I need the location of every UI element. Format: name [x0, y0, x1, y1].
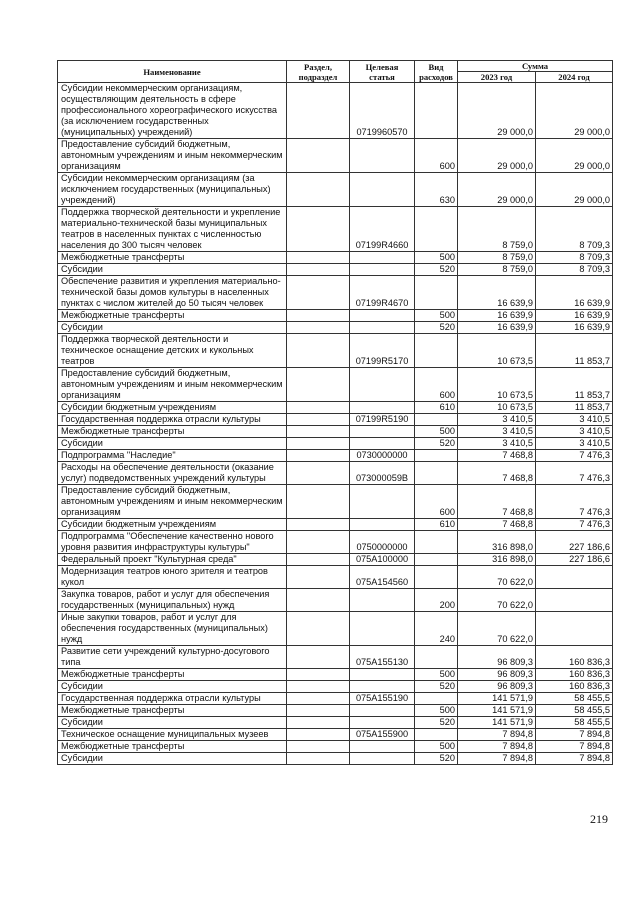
cell-sum-2023: 141 571,9 [458, 717, 536, 729]
cell-section [287, 310, 350, 322]
cell-name: Межбюджетные трансферты [58, 705, 287, 717]
cell-expense-kind [415, 646, 458, 669]
cell-sum-2024: 160 836,3 [536, 669, 613, 681]
table-row [58, 646, 613, 669]
cell-expense-kind: 500 [415, 705, 458, 717]
cell-section [287, 646, 350, 669]
cell-section [287, 139, 350, 173]
cell-section [287, 414, 350, 426]
cell-target-article [350, 485, 415, 519]
cell-section [287, 426, 350, 438]
table-row [58, 741, 613, 753]
cell-expense-kind: 520 [415, 753, 458, 765]
cell-name: Субсидии [58, 322, 287, 334]
cell-sum-2023: 7 468,8 [458, 462, 536, 485]
cell-target-article [350, 741, 415, 753]
header-sum: Сумма [458, 61, 613, 72]
header-name: Наименование [58, 61, 287, 83]
cell-section [287, 753, 350, 765]
cell-target-article: 073000059В [350, 462, 415, 485]
cell-name: Подпрограмма "Наследие" [58, 450, 287, 462]
cell-expense-kind: 520 [415, 717, 458, 729]
table-row [58, 612, 613, 646]
cell-target-article: 075A155190 [350, 693, 415, 705]
cell-name: Межбюджетные трансферты [58, 741, 287, 753]
cell-target-article [350, 426, 415, 438]
header-target: Целевая статья [350, 61, 415, 83]
cell-expense-kind [415, 207, 458, 252]
cell-sum-2024: 29 000,0 [536, 83, 613, 139]
cell-name: Техническое оснащение муниципальных музеев [58, 729, 287, 741]
table-row [58, 681, 613, 693]
cell-target-article [350, 173, 415, 207]
cell-sum-2024: 3 410,5 [536, 426, 613, 438]
table-row [58, 276, 613, 310]
cell-sum-2024 [536, 566, 613, 589]
cell-target-article: 07199R5190 [350, 414, 415, 426]
table-row [58, 705, 613, 717]
table-row [58, 450, 613, 462]
cell-section [287, 693, 350, 705]
cell-target-article: 075A100000 [350, 554, 415, 566]
header-section: Раздел, подраздел [287, 61, 350, 83]
cell-sum-2023: 96 809,3 [458, 681, 536, 693]
cell-sum-2024: 8 709,3 [536, 252, 613, 264]
cell-sum-2023: 141 571,9 [458, 705, 536, 717]
table-row [58, 566, 613, 589]
cell-expense-kind [415, 531, 458, 554]
table-row [58, 414, 613, 426]
cell-sum-2024: 16 639,9 [536, 276, 613, 310]
cell-name: Межбюджетные трансферты [58, 669, 287, 681]
cell-target-article [350, 139, 415, 173]
budget-table [57, 60, 613, 765]
cell-sum-2023: 316 898,0 [458, 531, 536, 554]
cell-sum-2024: 58 455,5 [536, 693, 613, 705]
cell-sum-2023: 70 622,0 [458, 612, 536, 646]
cell-name: Государственная поддержка отрасли культуры [58, 693, 287, 705]
cell-section [287, 334, 350, 368]
cell-expense-kind: 610 [415, 402, 458, 414]
cell-target-article: 075A155900 [350, 729, 415, 741]
cell-sum-2023: 10 673,5 [458, 402, 536, 414]
cell-sum-2023: 3 410,5 [458, 426, 536, 438]
cell-name: Развитие сети учреждений культурно-досугового типа [58, 646, 287, 669]
table-row [58, 402, 613, 414]
cell-target-article: 075A154560 [350, 566, 415, 589]
page-number: 219 [590, 812, 608, 826]
cell-sum-2024: 7 476,3 [536, 485, 613, 519]
cell-sum-2023: 29 000,0 [458, 173, 536, 207]
cell-section [287, 741, 350, 753]
cell-target-article [350, 322, 415, 334]
cell-section [287, 519, 350, 531]
cell-target-article [350, 753, 415, 765]
cell-expense-kind: 500 [415, 252, 458, 264]
cell-section [287, 83, 350, 139]
cell-sum-2024: 11 853,7 [536, 334, 613, 368]
cell-expense-kind: 500 [415, 741, 458, 753]
cell-sum-2024 [536, 589, 613, 612]
cell-name: Межбюджетные трансферты [58, 252, 287, 264]
cell-expense-kind: 520 [415, 438, 458, 450]
cell-sum-2024: 11 853,7 [536, 368, 613, 402]
cell-section [287, 554, 350, 566]
cell-name: Поддержка творческой деятельности и укрепление материально-технической базы муниципальных театров в населенных пунктах с численностью населения до 300 тысяч человек [58, 207, 287, 252]
cell-sum-2023: 10 673,5 [458, 334, 536, 368]
cell-sum-2023: 10 673,5 [458, 368, 536, 402]
cell-sum-2023: 29 000,0 [458, 139, 536, 173]
cell-target-article [350, 519, 415, 531]
cell-target-article: 07199R4660 [350, 207, 415, 252]
cell-sum-2024: 7 894,8 [536, 729, 613, 741]
cell-sum-2023: 16 639,9 [458, 310, 536, 322]
cell-expense-kind [415, 462, 458, 485]
cell-section [287, 252, 350, 264]
cell-expense-kind [415, 276, 458, 310]
cell-sum-2023: 16 639,9 [458, 276, 536, 310]
cell-target-article: 0719960570 [350, 83, 415, 139]
header-kind: Вид расходов [415, 61, 458, 83]
table-body [58, 83, 613, 765]
cell-section [287, 438, 350, 450]
cell-sum-2024: 11 853,7 [536, 402, 613, 414]
cell-sum-2023: 7 894,8 [458, 741, 536, 753]
cell-expense-kind: 200 [415, 589, 458, 612]
cell-section [287, 264, 350, 276]
cell-expense-kind [415, 693, 458, 705]
cell-target-article [350, 310, 415, 322]
cell-expense-kind [415, 414, 458, 426]
cell-target-article: 0730000000 [350, 450, 415, 462]
cell-name: Государственная поддержка отрасли культуры [58, 414, 287, 426]
table-row [58, 334, 613, 368]
cell-sum-2024: 7 476,3 [536, 462, 613, 485]
cell-sum-2023: 29 000,0 [458, 83, 536, 139]
table-row [58, 554, 613, 566]
cell-sum-2023: 96 809,3 [458, 646, 536, 669]
cell-target-article [350, 669, 415, 681]
cell-section [287, 681, 350, 693]
cell-sum-2023: 8 759,0 [458, 252, 536, 264]
cell-target-article: 0750000000 [350, 531, 415, 554]
cell-name: Субсидии [58, 264, 287, 276]
cell-expense-kind: 500 [415, 669, 458, 681]
cell-expense-kind: 600 [415, 139, 458, 173]
table-row [58, 207, 613, 252]
cell-sum-2023: 8 759,0 [458, 264, 536, 276]
cell-section [287, 276, 350, 310]
cell-sum-2024: 8 709,3 [536, 207, 613, 252]
cell-section [287, 368, 350, 402]
cell-sum-2023: 8 759,0 [458, 207, 536, 252]
cell-name: Субсидии [58, 753, 287, 765]
cell-expense-kind: 630 [415, 173, 458, 207]
table-row [58, 139, 613, 173]
cell-sum-2024: 16 639,9 [536, 310, 613, 322]
table-row [58, 83, 613, 139]
cell-expense-kind: 600 [415, 485, 458, 519]
cell-sum-2024 [536, 612, 613, 646]
cell-name: Межбюджетные трансферты [58, 426, 287, 438]
cell-section [287, 531, 350, 554]
table-row [58, 264, 613, 276]
cell-name: Расходы на обеспечение деятельности (оказание услуг) подведомственных учреждений культуры [58, 462, 287, 485]
table-row [58, 462, 613, 485]
table-row [58, 519, 613, 531]
cell-expense-kind: 610 [415, 519, 458, 531]
header-year-2024: 2024 год [536, 72, 613, 83]
table-row [58, 485, 613, 519]
cell-sum-2023: 7 468,8 [458, 450, 536, 462]
header-year-2023: 2023 год [458, 72, 536, 83]
cell-target-article [350, 705, 415, 717]
cell-name: Предоставление субсидий бюджетным, автономным учреждениям и иным некоммерческим организациям [58, 139, 287, 173]
table-row [58, 173, 613, 207]
table-row [58, 426, 613, 438]
cell-target-article [350, 368, 415, 402]
table-row [58, 531, 613, 554]
cell-sum-2024: 8 709,3 [536, 264, 613, 276]
cell-sum-2024: 227 186,6 [536, 554, 613, 566]
cell-name: Обеспечение развития и укрепления материально-технической базы домов культуры в населенных пунктах с числом жителей до 50 тысяч человек [58, 276, 287, 310]
cell-name: Подпрограмма "Обеспечение качественно нового уровня развития инфраструктуры культуры" [58, 531, 287, 554]
cell-name: Предоставление субсидий бюджетным, автономным учреждениям и иным некоммерческим организациям [58, 485, 287, 519]
cell-sum-2023: 96 809,3 [458, 669, 536, 681]
table-row [58, 669, 613, 681]
cell-sum-2024: 160 836,3 [536, 646, 613, 669]
cell-section [287, 450, 350, 462]
cell-target-article [350, 252, 415, 264]
cell-sum-2024: 160 836,3 [536, 681, 613, 693]
table-row [58, 252, 613, 264]
cell-expense-kind [415, 334, 458, 368]
cell-sum-2023: 7 894,8 [458, 729, 536, 741]
cell-sum-2023: 7 894,8 [458, 753, 536, 765]
cell-name: Субсидии бюджетным учреждениям [58, 519, 287, 531]
cell-expense-kind: 600 [415, 368, 458, 402]
table-row [58, 589, 613, 612]
cell-expense-kind: 500 [415, 426, 458, 438]
cell-name: Федеральный проект "Культурная среда" [58, 554, 287, 566]
cell-section [287, 612, 350, 646]
table-row [58, 322, 613, 334]
cell-sum-2023: 70 622,0 [458, 566, 536, 589]
cell-name: Субсидии [58, 717, 287, 729]
cell-sum-2024: 3 410,5 [536, 414, 613, 426]
cell-sum-2024: 7 894,8 [536, 741, 613, 753]
cell-name: Иные закупки товаров, работ и услуг для обеспечения государственных (муниципальных) нужд [58, 612, 287, 646]
cell-expense-kind [415, 566, 458, 589]
cell-expense-kind: 500 [415, 310, 458, 322]
cell-target-article [350, 264, 415, 276]
cell-section [287, 207, 350, 252]
cell-sum-2023: 3 410,5 [458, 414, 536, 426]
table-row [58, 368, 613, 402]
cell-target-article [350, 717, 415, 729]
cell-name: Субсидии [58, 438, 287, 450]
table-row [58, 310, 613, 322]
cell-section [287, 485, 350, 519]
cell-expense-kind [415, 729, 458, 741]
cell-target-article [350, 438, 415, 450]
table-row [58, 717, 613, 729]
cell-sum-2023: 7 468,8 [458, 519, 536, 531]
cell-sum-2023: 316 898,0 [458, 554, 536, 566]
cell-sum-2024: 3 410,5 [536, 438, 613, 450]
cell-section [287, 669, 350, 681]
cell-section [287, 589, 350, 612]
cell-name: Субсидии некоммерческим организациям, осуществляющим деятельность в сфере профессионального хореографического искусства (за исключением государственных (муниципальных) учреждений) [58, 83, 287, 139]
cell-target-article: 07199R5170 [350, 334, 415, 368]
cell-sum-2023: 16 639,9 [458, 322, 536, 334]
cell-sum-2024: 227 186,6 [536, 531, 613, 554]
cell-sum-2024: 7 476,3 [536, 519, 613, 531]
cell-target-article [350, 681, 415, 693]
cell-section [287, 462, 350, 485]
cell-sum-2023: 70 622,0 [458, 589, 536, 612]
cell-name: Субсидии некоммерческим организациям (за исключением государственных (муниципальных) учреждений) [58, 173, 287, 207]
cell-sum-2024: 29 000,0 [536, 173, 613, 207]
cell-sum-2024: 7 476,3 [536, 450, 613, 462]
cell-section [287, 322, 350, 334]
cell-sum-2024: 7 894,8 [536, 753, 613, 765]
cell-expense-kind [415, 450, 458, 462]
cell-expense-kind: 520 [415, 322, 458, 334]
table-row [58, 753, 613, 765]
cell-name: Межбюджетные трансферты [58, 310, 287, 322]
cell-name: Предоставление субсидий бюджетным, автономным учреждениям и иным некоммерческим организациям [58, 368, 287, 402]
cell-sum-2023: 7 468,8 [458, 485, 536, 519]
cell-target-article [350, 612, 415, 646]
cell-section [287, 402, 350, 414]
cell-sum-2024: 58 455,5 [536, 705, 613, 717]
cell-section [287, 717, 350, 729]
cell-expense-kind: 520 [415, 681, 458, 693]
table-row [58, 693, 613, 705]
cell-name: Модернизация театров юного зрителя и театров кукол [58, 566, 287, 589]
cell-expense-kind [415, 83, 458, 139]
cell-sum-2024: 58 455,5 [536, 717, 613, 729]
cell-expense-kind [415, 554, 458, 566]
cell-name: Субсидии бюджетным учреждениям [58, 402, 287, 414]
cell-target-article [350, 589, 415, 612]
cell-expense-kind: 520 [415, 264, 458, 276]
cell-sum-2024: 29 000,0 [536, 139, 613, 173]
table-header [58, 61, 613, 83]
cell-name: Субсидии [58, 681, 287, 693]
cell-section [287, 173, 350, 207]
table-row [58, 438, 613, 450]
cell-section [287, 566, 350, 589]
cell-section [287, 729, 350, 741]
cell-expense-kind: 240 [415, 612, 458, 646]
cell-sum-2023: 141 571,9 [458, 693, 536, 705]
cell-section [287, 705, 350, 717]
cell-sum-2024: 16 639,9 [536, 322, 613, 334]
cell-sum-2023: 3 410,5 [458, 438, 536, 450]
cell-name: Поддержка творческой деятельности и техническое оснащение детских и кукольных театров [58, 334, 287, 368]
table-row [58, 729, 613, 741]
cell-target-article: 075A155130 [350, 646, 415, 669]
cell-name: Закупка товаров, работ и услуг для обеспечения государственных (муниципальных) нужд [58, 589, 287, 612]
cell-target-article [350, 402, 415, 414]
cell-target-article: 07199R4670 [350, 276, 415, 310]
